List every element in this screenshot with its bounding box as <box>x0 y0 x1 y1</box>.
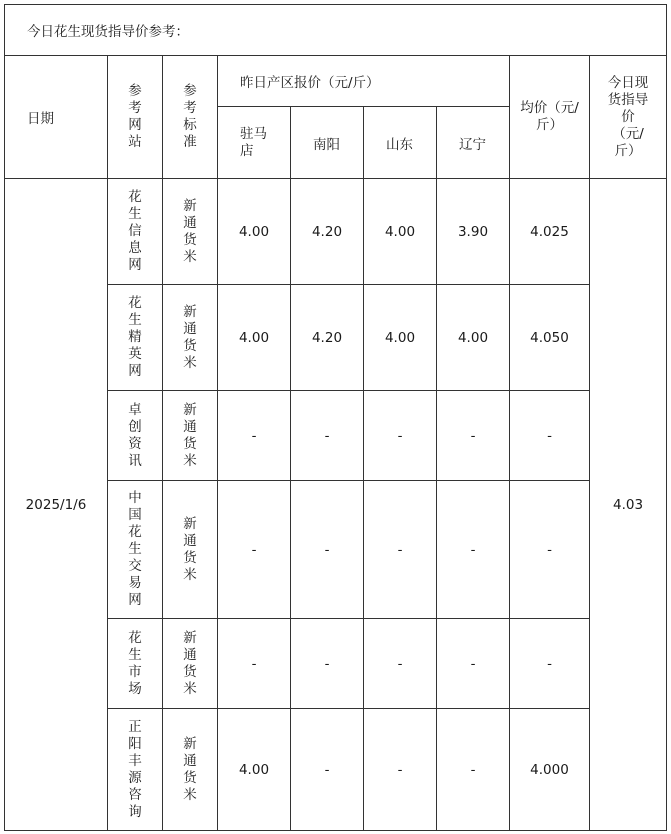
table-caption: 今日花生现货指导价参考： <box>5 5 667 56</box>
price-cell: - <box>437 481 510 619</box>
price-cell: 4.00 <box>218 709 291 831</box>
price-cell: - <box>437 709 510 831</box>
price-table <box>4 4 667 831</box>
header-date: 日期 <box>5 56 108 179</box>
price-cell: - <box>364 709 437 831</box>
header-region-liaoning: 辽宁 <box>437 107 510 179</box>
average-cell: - <box>510 619 590 709</box>
average-cell: 4.025 <box>510 179 590 285</box>
price-cell: 4.00 <box>218 285 291 391</box>
average-cell: - <box>510 481 590 619</box>
site-cell: 中国花生交易网 <box>108 481 163 619</box>
price-cell: - <box>218 619 291 709</box>
header-average: 均价（元/斤） <box>510 56 590 179</box>
price-cell: 4.00 <box>364 179 437 285</box>
price-cell: - <box>291 391 364 481</box>
price-cell: - <box>364 391 437 481</box>
price-cell: - <box>291 619 364 709</box>
price-cell: - <box>291 709 364 831</box>
header-region-nanyang: 南阳 <box>291 107 364 179</box>
price-cell: 4.20 <box>291 179 364 285</box>
standard-cell: 新通货米 <box>163 391 218 481</box>
average-cell: 4.050 <box>510 285 590 391</box>
average-cell: 4.000 <box>510 709 590 831</box>
site-cell: 正阳丰源咨询 <box>108 709 163 831</box>
price-cell: - <box>218 391 291 481</box>
header-region-zhumadian: 驻马店 <box>218 107 291 179</box>
price-cell: 4.00 <box>437 285 510 391</box>
header-standard: 参考标准 <box>163 56 218 179</box>
price-cell: - <box>437 619 510 709</box>
header-region-group: 昨日产区报价（元/斤） <box>218 56 510 107</box>
price-cell: - <box>218 481 291 619</box>
price-cell: - <box>291 481 364 619</box>
header-site: 参考网站 <box>108 56 163 179</box>
standard-cell: 新通货米 <box>163 481 218 619</box>
standard-cell: 新通货米 <box>163 285 218 391</box>
guide-price-cell: 4.03 <box>590 179 667 831</box>
standard-cell: 新通货米 <box>163 619 218 709</box>
price-cell: 4.00 <box>218 179 291 285</box>
site-cell: 花生信息网 <box>108 179 163 285</box>
standard-cell: 新通货米 <box>163 179 218 285</box>
site-cell: 卓创资讯 <box>108 391 163 481</box>
date-cell: 2025/1/6 <box>5 179 108 831</box>
site-cell: 花生市场 <box>108 619 163 709</box>
average-cell: - <box>510 391 590 481</box>
header-region-shandong: 山东 <box>364 107 437 179</box>
table-row <box>5 179 667 285</box>
price-cell: 4.20 <box>291 285 364 391</box>
price-cell: 3.90 <box>437 179 510 285</box>
site-cell: 花生精英网 <box>108 285 163 391</box>
price-cell: - <box>364 481 437 619</box>
header-guide: 今日现货指导价（元/斤） <box>590 56 667 179</box>
price-cell: - <box>364 619 437 709</box>
price-cell: 4.00 <box>364 285 437 391</box>
standard-cell: 新通货米 <box>163 709 218 831</box>
price-cell: - <box>437 391 510 481</box>
